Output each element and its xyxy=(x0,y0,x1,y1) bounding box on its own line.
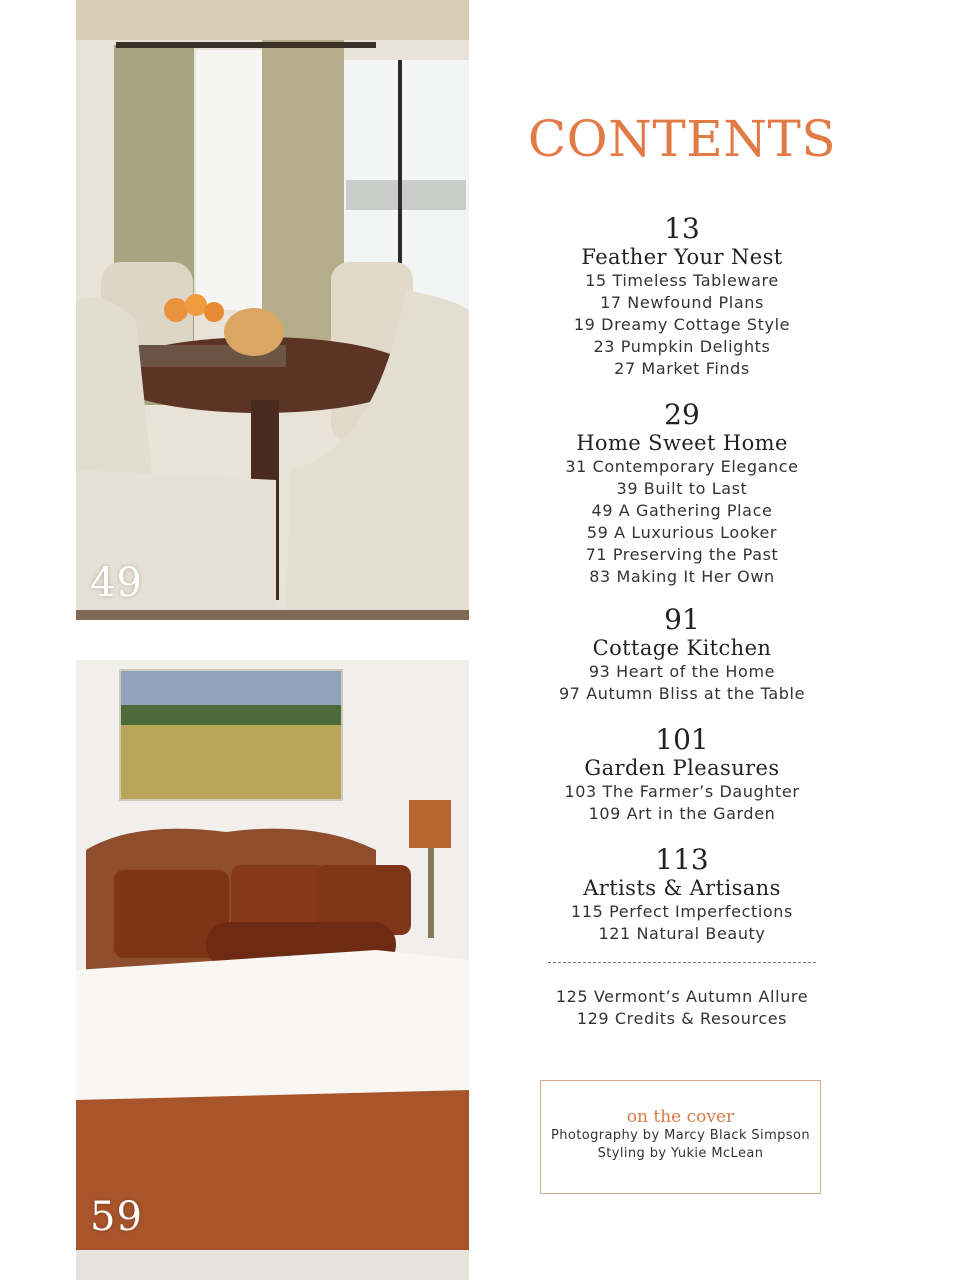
toc-entry[interactable]: 71 Preserving the Past xyxy=(585,545,779,564)
dining-room-photo xyxy=(76,0,469,620)
section-page-number: 29 xyxy=(664,398,700,431)
on-the-cover-box xyxy=(540,1080,821,1194)
section-page-number: 113 xyxy=(655,843,709,876)
toc-entry[interactable]: 39 Built to Last xyxy=(616,479,748,498)
toc-section xyxy=(520,400,844,588)
toc-entry[interactable]: 23 Pumpkin Delights xyxy=(593,337,771,356)
toc-entry[interactable]: 17 Newfound Plans xyxy=(600,293,764,312)
toc-entry[interactable]: 97 Autumn Bliss at the Table xyxy=(558,684,806,703)
cover-title: on the cover xyxy=(626,1107,735,1127)
toc-entry[interactable]: 129 Credits & Resources xyxy=(576,1009,788,1028)
section-title[interactable]: Garden Pleasures xyxy=(584,756,780,780)
section-title[interactable]: Cottage Kitchen xyxy=(592,636,772,660)
toc-entry[interactable]: 49 A Gathering Place xyxy=(591,501,773,520)
section-title[interactable]: Home Sweet Home xyxy=(576,431,788,455)
toc-section xyxy=(520,845,844,945)
dining-room-illustration xyxy=(76,0,469,620)
photo-page-number: 59 xyxy=(90,1194,143,1240)
toc-entry[interactable]: 19 Dreamy Cottage Style xyxy=(573,315,791,334)
additional-entries xyxy=(520,986,844,1030)
toc-entry[interactable]: 115 Perfect Imperfections xyxy=(571,902,793,921)
section-page-number: 13 xyxy=(664,212,700,245)
toc-entry[interactable]: 109 Art in the Garden xyxy=(588,804,776,823)
toc-section xyxy=(520,605,844,705)
page-title: CONTENTS xyxy=(527,110,837,168)
section-page-number: 101 xyxy=(655,723,709,756)
toc-entry[interactable]: 15 Timeless Tableware xyxy=(585,271,779,290)
section-title[interactable]: Artists & Artisans xyxy=(583,876,781,900)
toc-entry[interactable]: 103 The Farmer’s Daughter xyxy=(564,782,800,801)
cover-styling-credit: Styling by Yukie McLean xyxy=(597,1146,764,1161)
section-title[interactable]: Feather Your Nest xyxy=(581,245,783,269)
toc-entry[interactable]: 125 Vermont’s Autumn Allure xyxy=(555,987,809,1006)
bedroom-illustration xyxy=(76,660,469,1280)
toc-entry[interactable]: 93 Heart of the Home xyxy=(588,662,776,681)
toc-section xyxy=(520,725,844,825)
bedroom-photo xyxy=(76,660,469,1280)
dashed-divider xyxy=(548,962,816,963)
section-page-number: 91 xyxy=(664,603,700,636)
toc-entry[interactable]: 31 Contemporary Elegance xyxy=(565,457,799,476)
toc-entry[interactable]: 59 A Luxurious Looker xyxy=(586,523,778,542)
toc-section xyxy=(520,214,844,380)
cover-photography-credit: Photography by Marcy Black Simpson xyxy=(551,1128,810,1143)
toc-entry[interactable]: 121 Natural Beauty xyxy=(598,924,766,943)
toc-entry[interactable]: 27 Market Finds xyxy=(614,359,750,378)
toc-entry[interactable]: 83 Making It Her Own xyxy=(589,567,775,586)
photo-page-number: 49 xyxy=(90,560,143,606)
